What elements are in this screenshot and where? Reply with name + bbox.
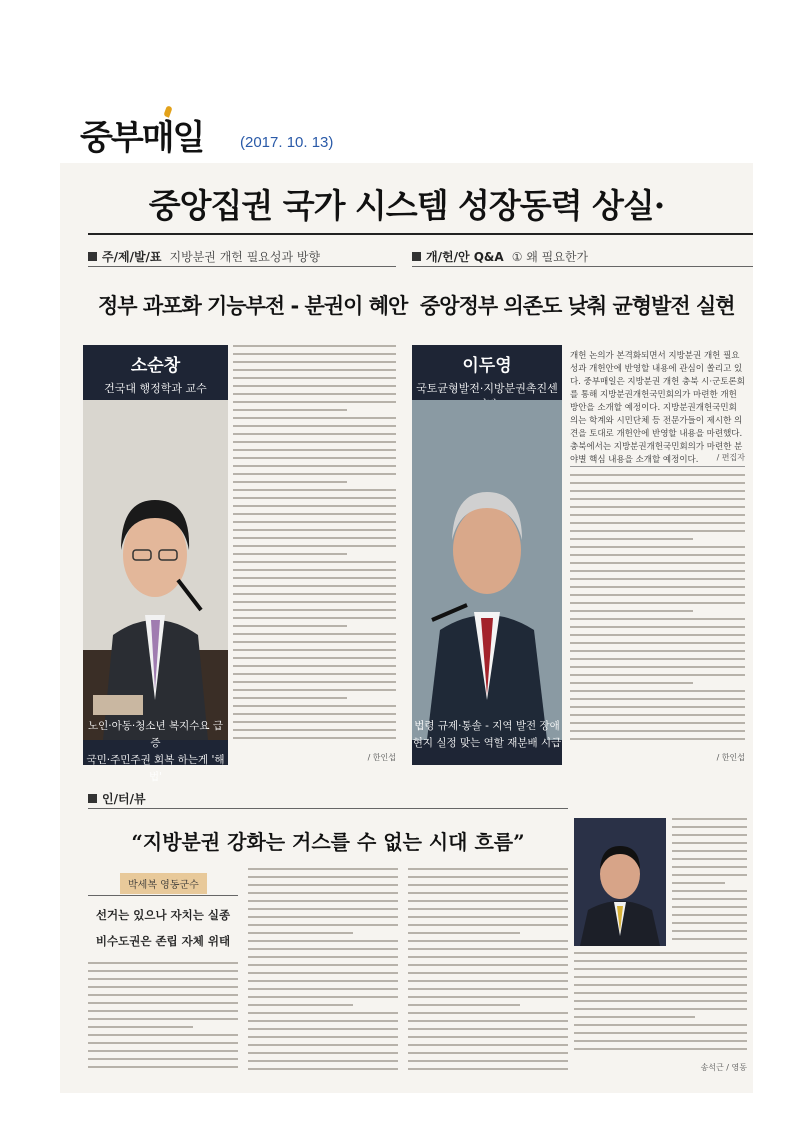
body-text-line [570,650,745,652]
body-text-line [233,721,396,723]
body-text-line [233,385,396,387]
main-headline: 중앙집권 국가 시스템 성장동력 상실· [148,186,665,225]
body-text-line [248,1028,398,1030]
body-text-line [408,964,568,966]
body-text-line [574,984,747,986]
body-text-line [408,1004,520,1006]
body-text-line [88,994,238,996]
body-text-line [248,996,398,998]
body-text-line [248,988,398,990]
body-text-line [233,401,396,403]
body-text-line [570,490,745,492]
body-text-line [574,1048,747,1050]
body-text-line [233,729,396,731]
left-byline: / 한인섭 [367,753,396,762]
left-section-label: 주/제/발/표 지방분권 개헌 필요성과 방향 [88,248,320,265]
body-text-line [574,1008,747,1010]
body-text-line [233,481,347,483]
body-text-line [570,562,745,564]
left-photo-panel [83,345,228,783]
body-text-line [570,538,693,540]
intro-divider [570,466,745,467]
body-text-line [570,578,745,580]
body-text-line [248,900,398,902]
body-text-line [248,924,398,926]
body-text-line [570,554,745,556]
body-text-line [88,1026,193,1028]
body-text-line [248,940,398,942]
logo-text: 중부매일 [80,118,204,158]
body-text-line [672,874,747,876]
body-text-line [88,1018,238,1020]
body-text-line [248,948,398,950]
body-text-line [570,482,745,484]
body-text-line [248,876,398,878]
body-text-line [574,968,747,970]
interview-body-col4 [574,952,747,1060]
newspaper-logo [80,110,203,159]
left-person-photo [83,400,228,740]
body-text-line [233,513,396,515]
left-person-name: 소순창 [130,356,181,376]
interview-section-label: 인/터/뷰 [88,790,146,807]
right-person-name: 이두영 [462,356,512,376]
body-text-line [672,890,747,892]
body-text-line [408,916,568,918]
body-text-line [233,489,396,491]
body-text-line [248,972,398,974]
right-section-rule [412,266,753,267]
body-text-line [88,1058,238,1060]
body-text-line [570,658,745,660]
body-text-line [233,433,396,435]
body-text-line [672,866,747,868]
body-text-line [408,972,568,974]
body-text-line [248,1044,398,1046]
body-text-line [233,601,396,603]
body-text-line [88,986,238,988]
body-text-line [408,1028,568,1030]
body-text-line [248,908,398,910]
right-article-body [570,474,745,746]
body-text-line [88,970,238,972]
body-text-line [570,682,693,684]
body-text-line [233,505,396,507]
body-text-line [570,594,745,596]
body-text-line [408,924,568,926]
body-text-line [570,610,693,612]
right-intro-box: 개헌 논의가 본격화되면서 지방분권 개헌 필요성과 개헌안에 반영할 내용에 관심이 쏠리고 있다. 중부매일은 지방분권 개헌 충북 시·군토론회를 통해 지방분권개헌국민회의가 마련한 개헌 방안을 소개할 예정이다. 지방분권개헌국민회의는 학계와 시민단체 등 전문가들이 제시한 의견을 토대로 개헌안에 반영할 내용을 마련했다. 충북에서는 지방분권개헌국민회의가 마련한 분야별 핵심 내용을 소개할 예정이다. [570,351,745,465]
headline-rule [88,233,753,235]
left-photo-caption: 노인·아동·청소년 복지수요 급증 국민·주민주권 회복 하는게 '해법' [86,720,225,783]
interview-body-col2 [248,868,398,1073]
body-text-line [233,537,396,539]
body-text-line [672,922,747,924]
body-text-line [570,730,745,732]
body-text-line [408,876,568,878]
body-text-line [570,546,745,548]
right-person-photo [412,400,562,740]
body-text-line [248,884,398,886]
body-text-line [574,992,747,994]
section-square-icon [88,252,97,261]
body-text-line [233,713,396,715]
body-text-line [570,690,745,692]
body-text-line [233,473,396,475]
body-text-line [233,665,396,667]
body-text-line [570,522,745,524]
body-text-line [233,625,347,627]
body-text-line [233,737,396,739]
body-text-line [672,842,747,844]
body-text-line [672,914,747,916]
body-text-line [233,593,396,595]
body-text-line [233,409,347,411]
body-text-line [570,642,745,644]
body-text-line [233,369,396,371]
body-text-line [248,980,398,982]
body-text-line [233,649,396,651]
body-text-line [233,457,396,459]
left-person-title: 건국대 행정학과 교수 [104,382,207,395]
body-text-line [570,618,745,620]
body-text-line [408,884,568,886]
body-text-line [233,577,396,579]
body-text-line [233,417,396,419]
body-text-line [88,1042,238,1044]
right-headline: 중앙정부 의존도 낮춰 균형발전 실현 [420,294,735,318]
body-text-line [233,545,396,547]
body-text-line [88,1034,238,1036]
left-section-rule [88,266,396,267]
body-text-line [574,1032,747,1034]
body-text-line [672,818,747,820]
interview-body-col1 [88,962,238,1072]
body-text-line [233,345,396,347]
body-text-line [233,681,396,683]
body-text-line [408,980,568,982]
interview-photo-credit: 송석근 / 영동 [700,1063,747,1072]
body-text-line [570,474,745,476]
body-text-line [408,1012,568,1014]
right-photo-caption: 법령 규제·통솔 - 지역 발전 장애 현지 실정 맞는 역할 재분배 시급 [412,720,562,749]
body-text-line [233,609,396,611]
body-text-line [248,1068,398,1070]
body-text-line [248,1052,398,1054]
body-text-line [408,1068,568,1070]
body-text-line [570,738,745,740]
body-text-line [233,393,396,395]
body-text-line [88,978,238,980]
body-text-line [248,892,398,894]
body-text-line [233,569,396,571]
body-text-line [233,641,396,643]
body-text-line [672,882,725,884]
body-text-line [672,850,747,852]
interview-lead: 선거는 있으나 자치는 실종 비수도권은 존립 자체 위태 [95,908,231,948]
body-text-line [408,900,568,902]
body-text-line [408,1060,568,1062]
body-text-line [570,506,745,508]
body-text-line [570,706,745,708]
lead-rule [88,895,238,896]
body-text-line [672,858,747,860]
body-text-line [233,633,396,635]
body-text-line [408,892,568,894]
body-text-line [408,1036,568,1038]
body-text-line [570,570,745,572]
body-text-line [233,697,347,699]
body-text-line [233,705,396,707]
body-text-line [672,834,747,836]
body-text-line [408,948,568,950]
body-text-line [233,425,396,427]
interviewee-photo [574,818,666,946]
body-text-line [570,626,745,628]
body-text-line [570,714,745,716]
body-text-line [408,932,520,934]
body-text-line [233,585,396,587]
body-text-line [672,906,747,908]
left-nameplate [83,351,228,396]
body-text-line [570,498,745,500]
body-text-line [248,964,398,966]
right-person-title: 국토균형발전·지방분권촉진센 [416,382,558,395]
body-text-line [233,561,396,563]
body-text-line [233,529,396,531]
body-text-line [233,361,396,363]
left-article-body [233,345,396,750]
body-text-line [570,674,745,676]
interview-headline: “지방분권 강화는 거스를 수 없는 시대 흐름” [131,830,525,854]
body-text-line [88,1050,238,1052]
body-text-line [233,377,396,379]
body-text-line [570,602,745,604]
body-text-line [574,976,747,978]
body-text-line [88,1010,238,1012]
body-text-line [233,657,396,659]
body-text-line [248,932,353,934]
left-headline: 정부 과포화 기능부전 - 분권이 혜안 [98,294,408,318]
section-square-icon [412,252,421,261]
body-text-line [233,521,396,523]
body-text-line [408,956,568,958]
publication-date: (2017. 10. 13) [240,134,334,151]
body-text-line [248,1036,398,1038]
body-text-line [408,1020,568,1022]
body-text-line [248,1060,398,1062]
interview-side-text [672,818,747,946]
interview-section-rule [88,808,568,809]
body-text-line [574,1024,747,1026]
body-text-line [672,826,747,828]
right-photo-panel [412,345,562,765]
body-text-line [574,1000,747,1002]
body-text-line [574,1016,695,1018]
section-square-icon [88,794,97,803]
body-text-line [233,689,396,691]
body-text-line [248,1012,398,1014]
body-text-line [248,1004,353,1006]
body-text-line [570,722,745,724]
right-intro-byline: / 편집자 [716,453,745,462]
body-text-line [88,1002,238,1004]
body-text-line [88,962,238,964]
body-text-line [233,617,396,619]
right-byline: / 한인섭 [716,753,745,762]
body-text-line [408,988,568,990]
body-text-line [233,449,396,451]
body-text-line [233,553,347,555]
body-text-line [233,497,396,499]
body-text-line [672,930,747,932]
body-text-line [408,940,568,942]
body-text-line [574,960,747,962]
body-text-line [574,952,747,954]
body-text-line [408,908,568,910]
body-text-line [570,698,745,700]
body-text-line [408,868,568,870]
body-text-line [248,868,398,870]
body-text-line [233,465,396,467]
body-text-line [408,996,568,998]
body-text-line [574,1040,747,1042]
body-text-line [248,1020,398,1022]
body-text-line [408,1044,568,1046]
body-text-line [672,898,747,900]
body-text-line [672,938,747,940]
body-text-line [570,514,745,516]
body-text-line [233,673,396,675]
body-text-line [408,1052,568,1054]
body-text-line [570,666,745,668]
interviewee-portrait [574,818,666,946]
body-text-line [570,634,745,636]
body-text-line [248,956,398,958]
body-text-line [88,1066,238,1068]
interview-body-col3 [408,868,568,1073]
body-text-line [570,586,745,588]
right-section-label: 개/헌/안 Q&A ① 왜 필요한가 [412,248,588,265]
interviewee-tag: 박세복 영동군수 [120,873,207,894]
body-text-line [570,530,745,532]
body-text-line [233,441,396,443]
body-text-line [233,353,396,355]
body-text-line [248,916,398,918]
